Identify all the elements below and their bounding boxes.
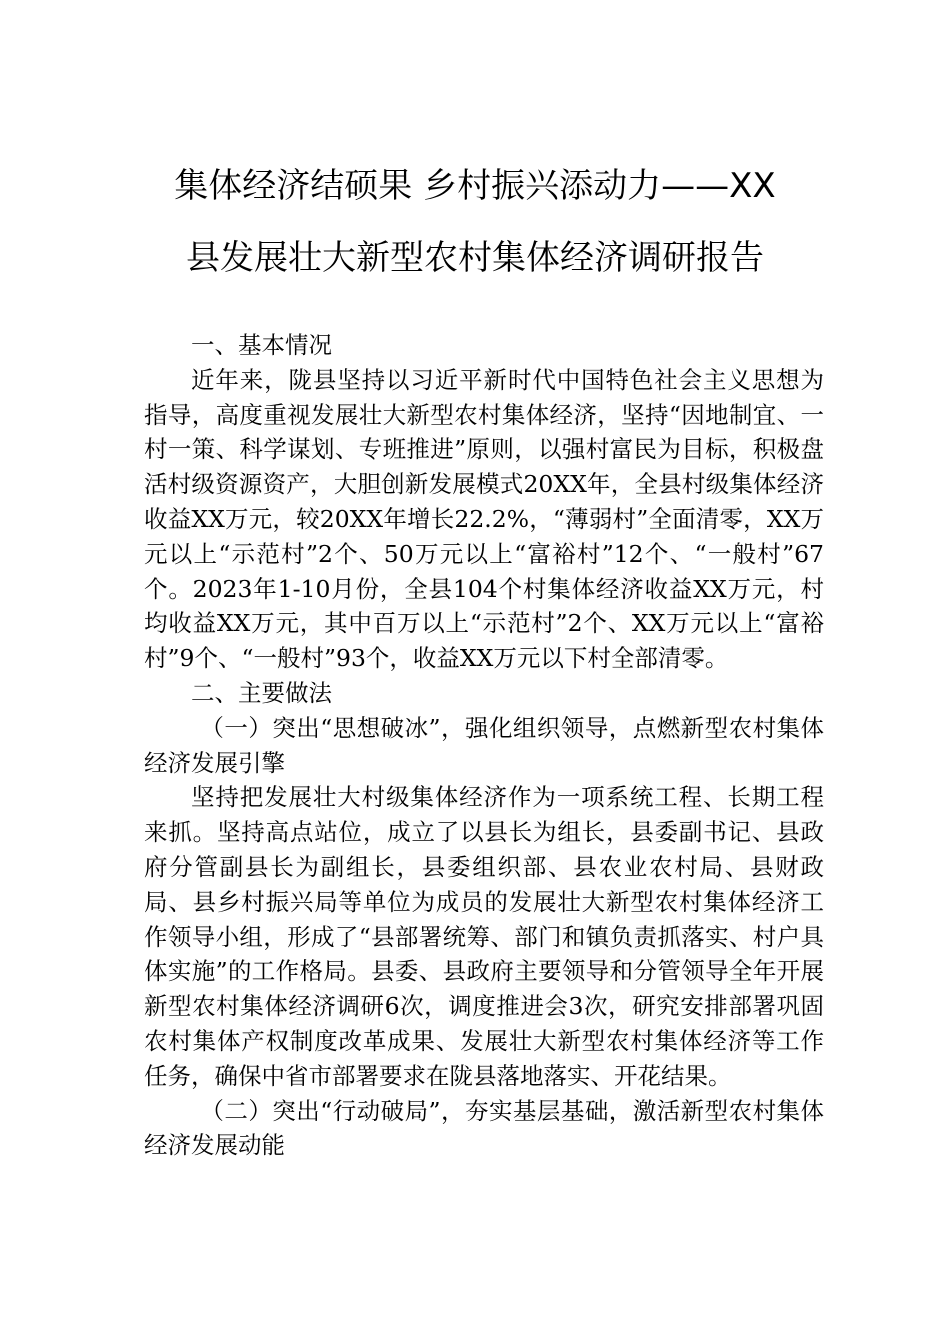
section-heading-basic-situation: 一、基本情况 xyxy=(191,331,332,359)
paragraph-organization-leadership: 坚持把发展壮大村级集体经济作为一项系统工程、长期工程来抓。坚持高点站位，成立了以县长为组长，县委副书记、县政府分管副县长为副组长，县委组织部、县农业农村局、县财政局、县乡村振兴局等单位为成员的发展壮大新型农村集体经济工作领导小组，形成了“县部署统筹、部门和镇负责抓落实、村户具体实施”的工作格局。县委、县政府主要领导和分管领导全年开展新型农村集体经济调研6次，调度推进会3次，研究安排部署巩固农村集体产权制度改革成果、发展壮大新型农村集体经济等工作任务，确保中省市部署要求在陇县落地落实、开花结果。 xyxy=(144,783,824,1090)
section-heading-main-practices: 二、主要做法 xyxy=(191,678,332,707)
document-body xyxy=(144,328,824,1163)
subsection-heading-1: （一）突出“思想破冰”，强化组织领导，点燃新型农村集体经济发展引擎 xyxy=(144,713,824,777)
paragraph-basic-situation: 近年来，陇县坚持以习近平新时代中国特色社会主义思想为指导，高度重视发展壮大新型农村集体经济，坚持“因地制宜、一村一策、科学谋划、专班推进”原则，以强村富民为目标，积极盘活村级资源资产，大胆创新发展模式20XX年，全县村级集体经济收益XX万元，较20XX年增长22.2%，“薄弱村”全面清零，XX万元以上“示范村”2个、50万元以上“富裕村”12个、“一般村”67个。2023年1-10月份，全县104个村集体经济收益XX万元，村均收益XX万元，其中百万以上“示范村”2个、XX万元以上“富裕村”9个、“一般村”93个，收益XX万元以下村全部清零。 xyxy=(144,365,824,673)
subsection-heading-2: （二）突出“行动破局”，夯实基层基础，激活新型农村集体经济发展动能 xyxy=(144,1096,824,1160)
document-title-line-2: 县发展壮大新型农村集体经济调研报告 xyxy=(186,238,764,278)
document-title-line-1: 集体经济结硕果 乡村振兴添动力——XX xyxy=(174,166,776,206)
